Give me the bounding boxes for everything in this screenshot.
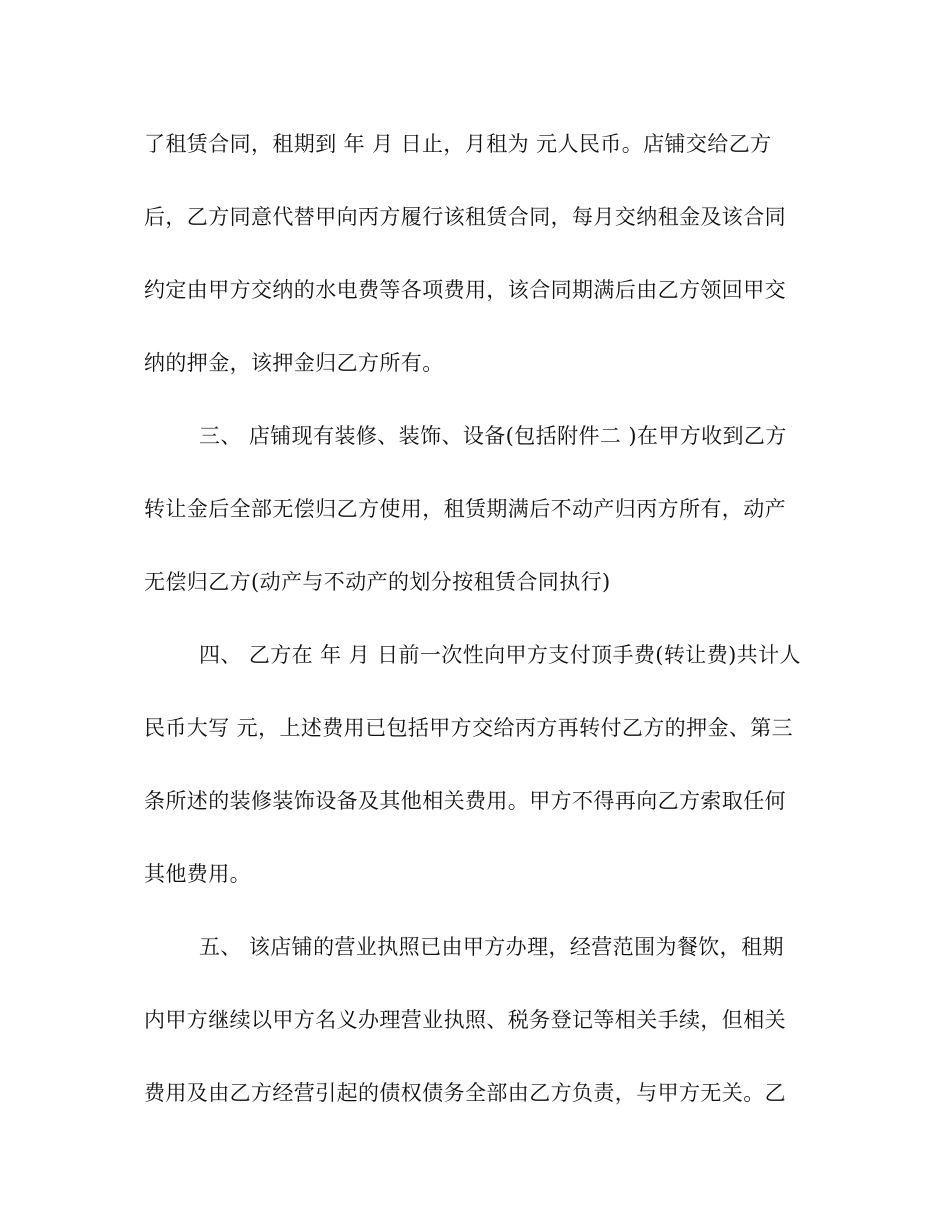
text-line: 条所述的装修装饰设备及其他相关费用。甲方不得再向乙方索取任何 bbox=[144, 789, 786, 813]
text-line: 了租赁合同，租期到 年 月 日止，月租为 元人民币。店铺交给乙方 bbox=[144, 132, 772, 156]
text-line: 其他费用。 bbox=[144, 862, 251, 886]
clause-5-heading-line: 五、 该店铺的营业执照已由甲方办理，经营范围为餐饮，租期 bbox=[199, 935, 784, 959]
text-line: 民币大写 元，上述费用已包括甲方交给丙方再转付乙方的押金、第三 bbox=[144, 716, 794, 740]
text-line: 后，乙方同意代替甲向丙方履行该租赁合同，每月交纳租金及该合同 bbox=[144, 205, 786, 229]
text-line: 费用及由乙方经营引起的债权债务全部由乙方负责，与甲方无关。乙 bbox=[144, 1081, 786, 1105]
text-line: 纳的押金，该押金归乙方所有。 bbox=[144, 351, 444, 375]
text-line: 约定由甲方交纳的水电费等各项费用，该合同期满后由乙方领回甲交 bbox=[144, 278, 786, 302]
clause-4-heading-line: 四、 乙方在 年 月 日前一次性向甲方支付顶手费(转让费)共计人 bbox=[199, 643, 801, 667]
text-line: 内甲方继续以甲方名义办理营业执照、税务登记等相关手续，但相关 bbox=[144, 1008, 786, 1032]
clause-3-heading-line: 三、 店铺现有装修、装饰、设备(包括附件二 )在甲方收到乙方 bbox=[199, 424, 787, 448]
text-line: 转让金后全部无偿归乙方使用，租赁期满后不动产归丙方所有，动产 bbox=[144, 497, 786, 521]
text-line: 无偿归乙方(动产与不动产的划分按租赁合同执行) bbox=[144, 570, 611, 594]
